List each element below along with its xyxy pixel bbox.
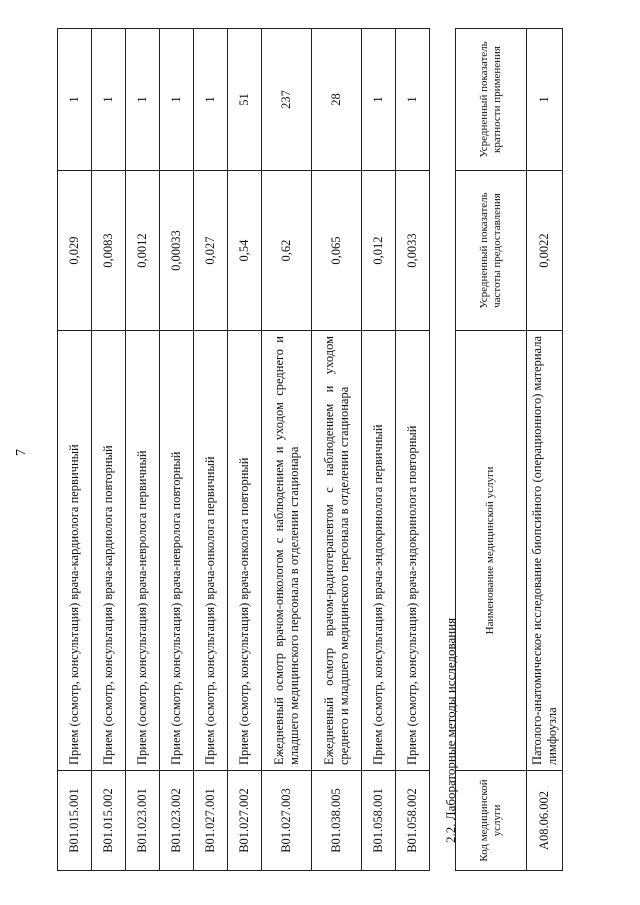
header-code: Код медицинской услуги — [456, 771, 527, 871]
multiplicity-value: 1 — [92, 29, 126, 171]
multiplicity-value: 28 — [312, 29, 362, 171]
service-code: B01.023.002 — [160, 771, 194, 871]
lab-methods-table — [455, 28, 563, 871]
multiplicity-value: 237 — [262, 29, 312, 171]
table-row — [126, 29, 160, 871]
service-name: Ежедневный осмотр врачом-радиотерапевтом с наблюдением и уходом среднего и младшего медицинского персонала в отделении стационара — [312, 331, 362, 771]
page-number: 7 — [14, 449, 29, 456]
service-code: B01.058.001 — [362, 771, 396, 871]
frequency-value: 0,012 — [362, 171, 396, 331]
table-row — [262, 29, 312, 871]
multiplicity-value: 1 — [58, 29, 92, 171]
header-frequency: Усредненный показатель частоты предоставления — [456, 171, 527, 331]
header-multiplicity: Усредненный показатель кратности применения — [456, 29, 527, 171]
frequency-value: 0,62 — [262, 171, 312, 331]
frequency-value: 0,029 — [58, 171, 92, 331]
multiplicity-value: 1 — [126, 29, 160, 171]
frequency-value: 0,0033 — [396, 171, 430, 331]
service-name: Прием (осмотр, консультация) врача-кардиолога первичный — [58, 331, 92, 771]
service-code: B01.015.002 — [92, 771, 126, 871]
services-table — [57, 28, 430, 871]
table-row — [92, 29, 126, 871]
service-name: Ежедневный осмотр врачом-онкологом с наблюдением и уходом среднего и младшего медицинского персонала в отделении стационара — [262, 331, 312, 771]
service-name: Прием (осмотр, консультация) врача-кардиолога повторный — [92, 331, 126, 771]
table-row — [58, 29, 92, 871]
frequency-value: 0,027 — [194, 171, 228, 331]
service-name: Патолого-анатомическое исследование биопсийного (операционного) материала лимфоузла — [527, 331, 563, 771]
table-header-row — [456, 29, 527, 871]
table-row — [396, 29, 430, 871]
multiplicity-value: 1 — [160, 29, 194, 171]
table-row — [228, 29, 262, 871]
service-name: Прием (осмотр, консультация) врача-онколога повторный — [228, 331, 262, 771]
frequency-value: 0,00033 — [160, 171, 194, 331]
multiplicity-value: 1 — [396, 29, 430, 171]
table-row — [194, 29, 228, 871]
service-code: B01.027.001 — [194, 771, 228, 871]
service-name: Прием (осмотр, консультация) врача-невролога первичный — [126, 331, 160, 771]
table-row — [527, 29, 563, 871]
service-code: A08.06.002 — [527, 771, 563, 871]
multiplicity-value: 1 — [194, 29, 228, 171]
service-name: Прием (осмотр, консультация) врача-невролога повторный — [160, 331, 194, 771]
table-row — [362, 29, 396, 871]
frequency-value: 0,065 — [312, 171, 362, 331]
section-title: 2.2. Лабораторные методы исследования — [443, 617, 458, 843]
multiplicity-value: 51 — [228, 29, 262, 171]
service-name: Прием (осмотр, консультация) врача-эндокринолога повторный — [396, 331, 430, 771]
frequency-value: 0,0022 — [527, 171, 563, 331]
multiplicity-value: 1 — [527, 29, 563, 171]
frequency-value: 0,0083 — [92, 171, 126, 331]
header-name: Наименование медицинской услуги — [456, 331, 527, 771]
multiplicity-value: 1 — [362, 29, 396, 171]
service-code: B01.023.001 — [126, 771, 160, 871]
service-code: B01.027.002 — [228, 771, 262, 871]
frequency-value: 0,0012 — [126, 171, 160, 331]
service-code: B01.038.005 — [312, 771, 362, 871]
service-code: B01.015.001 — [58, 771, 92, 871]
frequency-value: 0,54 — [228, 171, 262, 331]
service-name: Прием (осмотр, консультация) врача-эндокринолога первичный — [362, 331, 396, 771]
table-row — [312, 29, 362, 871]
service-name: Прием (осмотр, консультация) врача-онколога первичный — [194, 331, 228, 771]
table-row — [160, 29, 194, 871]
service-code: B01.058.002 — [396, 771, 430, 871]
service-code: B01.027.003 — [262, 771, 312, 871]
